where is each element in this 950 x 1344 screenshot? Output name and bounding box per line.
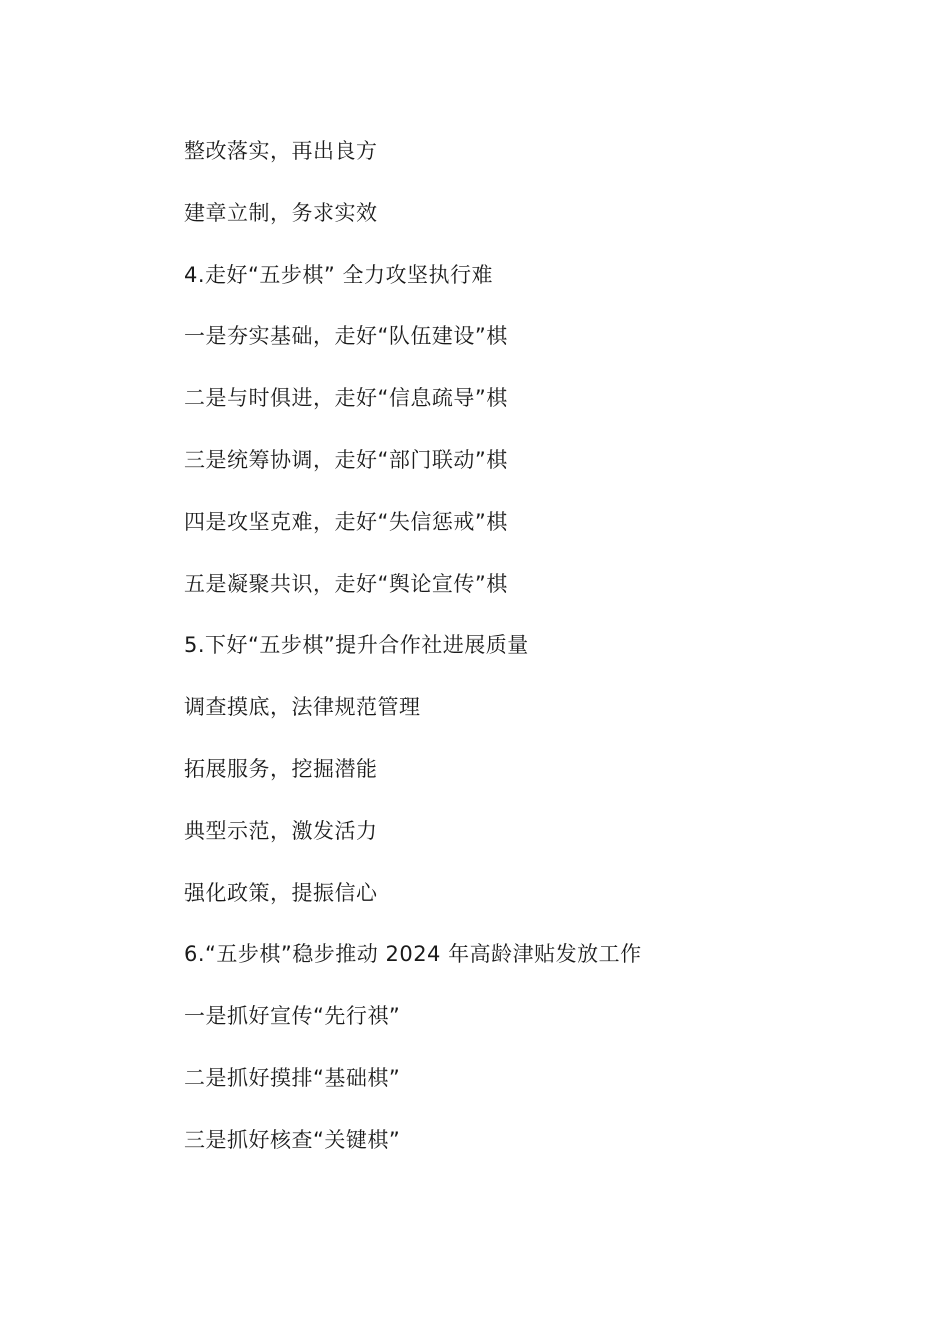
text-line: 一是抓好宣传“先行祺”: [184, 1004, 401, 1029]
section-heading: 6.“五步棋”稳步推动 2024 年高龄津贴发放工作: [184, 942, 642, 967]
text-line: 三是统筹协调，走好“部门联动”棋: [184, 447, 508, 472]
text-line: 三是抓好核查“关键棋”: [184, 1127, 401, 1152]
text-line: 一是夯实基础，走好“队伍建设”棋: [184, 324, 508, 349]
text-line: 整改落实，再出良方: [184, 139, 378, 163]
text-line: 二是与时俱进，走好“信息疏导”棋: [184, 386, 508, 411]
text-line: 典型示范，激发活力: [184, 818, 378, 843]
text-line: 调查摸底，法律规范管理: [184, 695, 421, 720]
section-heading: 5.下好“五步棋”提升合作社进展质量: [184, 633, 529, 658]
text-line: 拓展服务，挖掘潜能: [184, 756, 378, 781]
text-line: 四是攻坚克难，走好“失信惩戒”棋: [184, 509, 508, 534]
text-lines: [184, 136, 884, 1187]
section-heading: 4.走好“五步棋” 全力攻坚执行难: [184, 262, 493, 287]
text-line: 二是抓好摸排“基础棋”: [184, 1065, 401, 1090]
text-line: 五是凝聚共识，走好“舆论宣传”棋: [184, 571, 508, 596]
text-line: 建章立制，务求实效: [184, 200, 378, 225]
text-line: 强化政策，提振信心: [184, 880, 378, 905]
